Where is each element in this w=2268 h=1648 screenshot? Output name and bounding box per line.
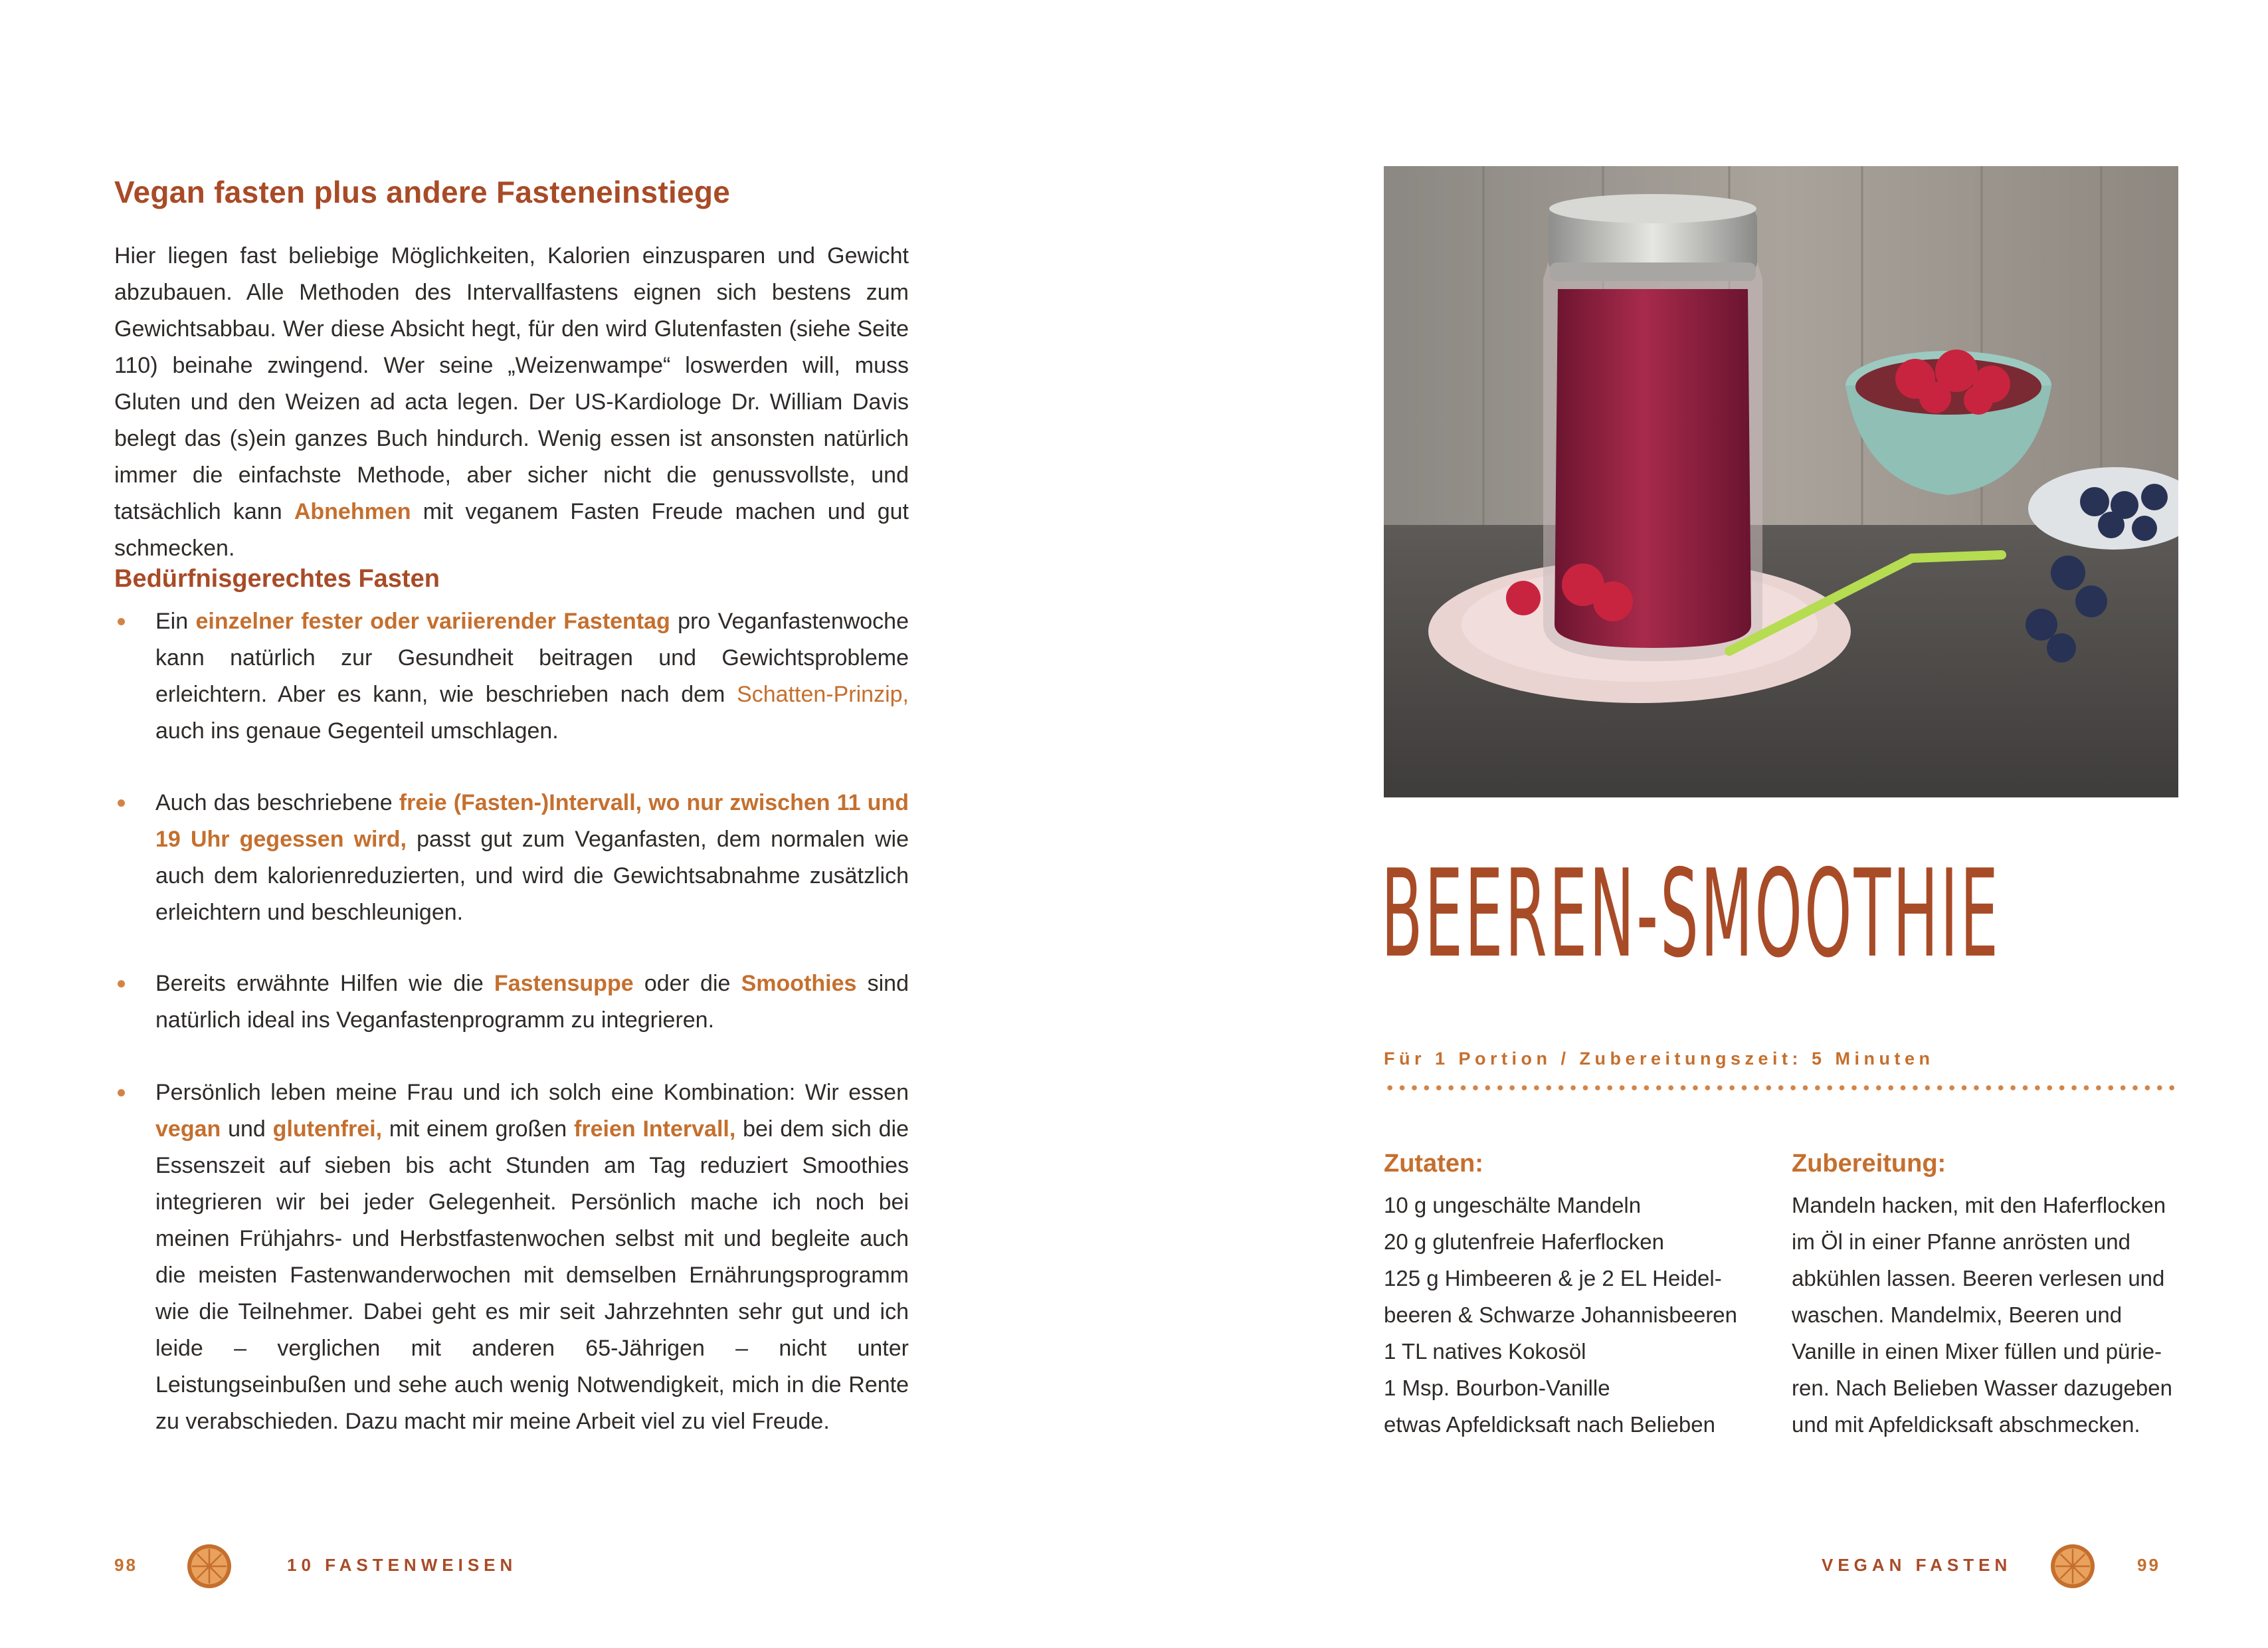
bullet-text: bei dem sich die Essenszeit auf sieben bis acht Stunden am Tag reduziert Smoothies integrieren wir bei jeder Gelegenheit. Persönlich mache ich noch bei meinen Frühjahrs- und Herbstfastenwochen selbst mit und begleite auch die meisten Fastenwanderwochen mit demselben Ernährungsprogramm wie die Teilnehmer. Dabei geht es mir seit Jahrzehnten sehr gut und ich leide – verglichen mit anderen 65-Jährigen – nicht unter Leistungseinbußen und sehe auch wenig Notwendigkeit, mich in die Rente zu verabschieden. Dazu macht mir meine Arbeit viel zu viel Freude.	[155, 1116, 909, 1434]
page-number-right: 99	[2137, 1555, 2160, 1575]
bullet-text: passt gut zum Veganfasten, dem normalen wie auch dem kalorienreduzierten, und wird die Gewichtsabnahme zusätzlich erleichtern und beschleunigen.	[155, 827, 909, 925]
ingredients-heading: Zutaten:	[1384, 1150, 1483, 1178]
recipe-meta: Für 1 Portion / Zubereitungszeit: 5 Minuten	[1384, 1049, 1935, 1069]
bullet-item	[114, 785, 909, 931]
bullet-text: pro Veganfastenwoche kann natürlich zur Gesundheit beitragen und Gewichtsprobleme erleichtern. Aber es kann, wie beschrieben nach dem	[155, 609, 909, 707]
bullet-highlight: freie (Fasten-)Intervall, wo nur zwischen 11 und 19 Uhr gegessen wird,	[155, 790, 909, 852]
ingredient-line: 20 g glutenfreie Haferflocken	[1384, 1229, 1664, 1254]
preparation-line: Vanille in einen Mixer füllen und pürie-	[1792, 1339, 2162, 1364]
bullet-text: sind natürlich ideal ins Veganfastenprogramm zu integrieren.	[155, 971, 909, 1033]
bullet-dot-icon	[118, 618, 125, 625]
bullet-dot-icon	[118, 1089, 125, 1096]
preparation-line: abkühlen lassen. Beeren verlesen und	[1792, 1266, 2165, 1290]
preparation-text	[1792, 1187, 2172, 1443]
bullet-highlight: einzelner fester oder variierender Fastentag	[195, 609, 670, 634]
bullet-highlight: Fastensuppe	[494, 971, 634, 996]
bullet-highlight: freien Intervall,	[574, 1116, 736, 1142]
running-head-right: VEGAN FASTEN	[1822, 1555, 2012, 1575]
bullet-text: Ein	[155, 609, 196, 634]
ingredient-line: 1 Msp. Bourbon-Vanille	[1384, 1376, 1610, 1400]
smoothie-photo	[1384, 166, 2178, 797]
section-heading: Vegan fasten plus andere Fasteneinstiege	[114, 175, 731, 209]
preparation-line: ren. Nach Belieben Wasser dazugeben	[1792, 1376, 2172, 1400]
bullet-highlight: Smoothies	[741, 971, 857, 996]
right-page	[1134, 0, 2268, 1648]
preparation-line: Mandeln hacken, mit den Haferflocken	[1792, 1193, 2166, 1217]
ingredient-line: beeren & Schwarze Johannisbeeren	[1384, 1302, 1738, 1327]
highlight-abnehmen: Abnehmen	[294, 499, 411, 524]
preparation-heading: Zubereitung:	[1792, 1150, 1946, 1178]
bullet-dot-icon	[118, 980, 125, 987]
orange-slice-icon	[2049, 1543, 2096, 1590]
ingredient-line: 1 TL natives Kokosöl	[1384, 1339, 1586, 1364]
bullet-item	[114, 966, 909, 1039]
ingredient-line: etwas Apfeldicksaft nach Belieben	[1384, 1412, 1715, 1437]
bullet-text: Auch das beschriebene	[155, 790, 399, 815]
preparation-line: waschen. Mandelmix, Beeren und	[1792, 1302, 2123, 1327]
bullet-item	[114, 1075, 909, 1440]
bullet-text: mit einem großen	[382, 1116, 575, 1142]
bullet-text: auch ins genaue Gegenteil umschlagen.	[155, 718, 559, 744]
running-head-left: 10 FASTENWEISEN	[287, 1555, 518, 1575]
ingredient-line: 10 g ungeschälte Mandeln	[1384, 1193, 1642, 1217]
preparation-line: im Öl in einer Pfanne anrösten und	[1792, 1229, 2130, 1254]
recipe-title: BEEREN-SMOOTHIE	[1381, 843, 2000, 984]
subheading: Bedürfnisgerechtes Fasten	[114, 565, 440, 593]
dotted-divider	[1384, 1084, 2178, 1091]
bullet-text: Persönlich leben meine Frau und ich solch eine Kombination: Wir essen	[155, 1080, 909, 1105]
bullet-highlight: glutenfrei,	[272, 1116, 383, 1142]
bullet-text: Bereits erwähnte Hilfen wie die	[155, 971, 494, 996]
intro-text: Hier liegen fast beliebige Möglichkeiten, Kalorien einzusparen und Gewicht abzubauen. Alle Methoden des Intervallfastens eignen sich bestens zum Gewichtsabbau. Wer diese Absicht hegt, für den wird Glutenfasten (siehe Seite 110) beinahe zwingend. Wer seine „Weizenwampe“ loswerden will, muss Gluten und den Weizen ad acta legen. Der US-Kardiologe Dr. William Davis belegt das (s)ein ganzes Buch hindurch. Wenig essen ist ansonsten natürlich immer die einfachste Methode, aber sicher nicht die genussvollste, und tatsächlich kann	[114, 243, 909, 524]
intro-paragraph	[114, 238, 909, 567]
orange-slice-icon	[186, 1543, 233, 1590]
cross-reference-link[interactable]: Schatten-Prinzip,	[737, 682, 909, 707]
bullet-item	[114, 603, 909, 750]
ingredient-line: 125 g Himbeeren & je 2 EL Heidel-	[1384, 1266, 1722, 1290]
bullet-highlight: vegan	[155, 1116, 221, 1142]
ingredients-list	[1384, 1187, 1737, 1443]
bullet-text: und	[221, 1116, 273, 1142]
intro-text-end: mit veganem Fasten Freude machen und gut schmecken.	[114, 499, 909, 561]
bullet-text: oder die	[633, 971, 741, 996]
bullet-dot-icon	[118, 799, 125, 807]
page-number-left: 98	[114, 1555, 138, 1575]
preparation-line: und mit Apfeldicksaft abschmecken.	[1792, 1412, 2140, 1437]
